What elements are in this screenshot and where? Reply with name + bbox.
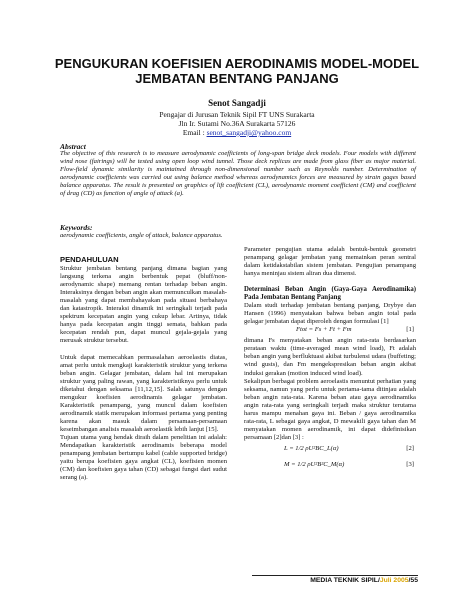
journal-name: MEDIA TEKNIK SIPIL/	[310, 577, 380, 584]
abstract-text: The objective of this research is to measure aerodynamic coefficients of long-span bridge deck models. Four models with different wind nose (fairings) will be tested using open loop wind tunnel. Those deck replicas are made from glass fiber as major material. Flow-field dynamic similarity is maintained through non-dimensional number such as Reynolds number. Determination of aerodynamic coefficients was carried out using balance method whereas aerodynamics forces are measured by strain gages based balance apparatus. The result is presented on graphics of lift coefficient (CL), aerodynamic moment coefficient (CM) and coefficient of drag (CD) as function of angle of attack (a).	[60, 150, 416, 197]
paragraph: Dalam studi terhadap jembatan bentang panjang, Drybye dan Hansen (1996) menyatakan bahwa beban angin total pada gelagar jembatan dapat diperoleh dengan formulasi [1]	[244, 302, 416, 326]
paragraph: Untuk dapat memecahkan permasalahan aeroelastis diatas, amat perlu untuk mengkaji karakteristik struktur yang terkena beban angin. Gelagar jembatan, dalam hal ini merupakan struktur yang paling rawan, yang karakteristiknya perlu untuk diketahui dengan seksama [11,12,15]. Salah satunya dengan mengukur koefisien aerodinamis gelagar jembatan. Karakteristik penampang, yang muncul dalam koefisien aerodinamik statik merupakan informasi pertama yang penting karena akan masuk dalam persamaan-persamaan keseimbangan analisis masalah aeroelastik lebih lanjut [15].	[60, 353, 227, 433]
affiliation-line: Jln Ir. Sutami No.36A Surakarta 57126	[178, 119, 296, 128]
paragraph: dimana Fs menyatakan beban angin rata-rata berdasarkan perataan waktu (time-averaged mean wind load), Ft adalah beban angin yang berfluktuasi akibat turbulensi udara (buffeting; wind gusts), dan Fm mengekspresikan beban angin akibat induksi gerakan (motion induced wind load).	[244, 337, 416, 377]
paragraph: Struktur jembatan bentang panjang dimana bagian yang langsung terkena angin berbentuk pepat (bluff/non-aerodynamic shape) memang rentan terhadap beban angin. Interaksinya dengan beban angin akan memunculkan masalah-masalah yang dapat membahayakan pada situasi berbahaya dan katastropik. Interaksi dinamik ini seringkali terjadi pada spektrum kecepatan angin yang cukup lebar. Artinya, tidak hanya pada kecepatan angin tinggi semata, bahkan pada kecepatan rendah pun, dapat muncul gejala-gejala yang merusak struktur tersebut.	[60, 265, 227, 345]
left-column	[60, 256, 227, 482]
author-name: Senot Sangadji	[208, 98, 266, 108]
subsection-heading: Determinasi Beban Angin (Gaya-Gaya Aerodinamika) Pada Jembatan Bentang Panjang	[244, 286, 416, 302]
paragraph: Parameter pengujian utama adalah bentuk-bentuk geometri penampang gelagar jembatan yang memainkan peran sentral dalam ketidakstabilan sistem jembatan. Pengujian penampang hanya meninjau sistem aliran dua dimensi.	[244, 246, 416, 278]
footer-text	[252, 576, 418, 584]
equation-body: L = 1/2 ρU²BC_L(α)	[284, 444, 339, 452]
affiliation-line: Pengajar di Jurusan Teknik Sipil FT UNS Surakarta	[159, 110, 315, 119]
affiliation-block	[0, 110, 474, 137]
keywords-heading: Keywords:	[60, 223, 93, 232]
equation-number: [3]	[406, 460, 414, 468]
equation-1	[244, 326, 416, 337]
right-column	[244, 246, 416, 474]
section-heading: PENDAHULUAN	[60, 255, 119, 264]
issue-date: Juli 2005	[379, 577, 409, 584]
equation-body: M = 1/2 ρU²B²C_M(α)	[284, 460, 345, 468]
abstract-heading: Abstract	[60, 142, 86, 151]
equation-3	[244, 458, 416, 474]
paragraph: Tujuan utama yang hendak diraih dalam penelitian ini adalah: Mendapatkan karakteristik aerodinamis beberapa model penampang jembatan bertumpu kabel (cable supported bridge) yaitu berupa koefisien gaya angkat (CL), koefisien momen (CM) dan koefisien gaya tahan (CD) sebagai fungsi dari sudut serang (a).	[60, 433, 227, 482]
email-label: Email :	[182, 128, 207, 137]
equation-number: [1]	[406, 326, 414, 334]
paper-title: PENGUKURAN KOEFISIEN AERODINAMIS MODEL-MODEL JEMBATAN BENTANG PANJANG	[54, 56, 420, 86]
equation-number: [2]	[406, 444, 414, 452]
paragraph: Sekalipun berbagai problem aeroelastis menuntut perhatian yang seksama, namun yang perlu untuk pertama-tama ditinjau adalah beban angin rata-rata. Karena beban atau gaya aerodinamika angin rata-rata yang seringkali terjadi maka struktur terutama harus mampu menahan gaya ini. Beban / gaya aerodinamika rata-rata, L sebagai gaya angkat, D mewakili gaya tahan dan M menyatakan momen aerodinamik, ini dapat didefinisikan persamaan [2]dan [3] :	[244, 377, 416, 441]
email-link[interactable]: senot_sangadji@yahoo.com	[206, 128, 292, 137]
equation-body: Ftot = Fs + Ft + Fm	[296, 326, 352, 334]
equation-2	[244, 442, 416, 458]
page-number: /55	[408, 577, 418, 584]
email-line	[0, 128, 474, 137]
page-footer	[252, 575, 418, 584]
keywords-text: aerodynamic coefficients, angle of attack, balance apparatus.	[60, 232, 223, 239]
